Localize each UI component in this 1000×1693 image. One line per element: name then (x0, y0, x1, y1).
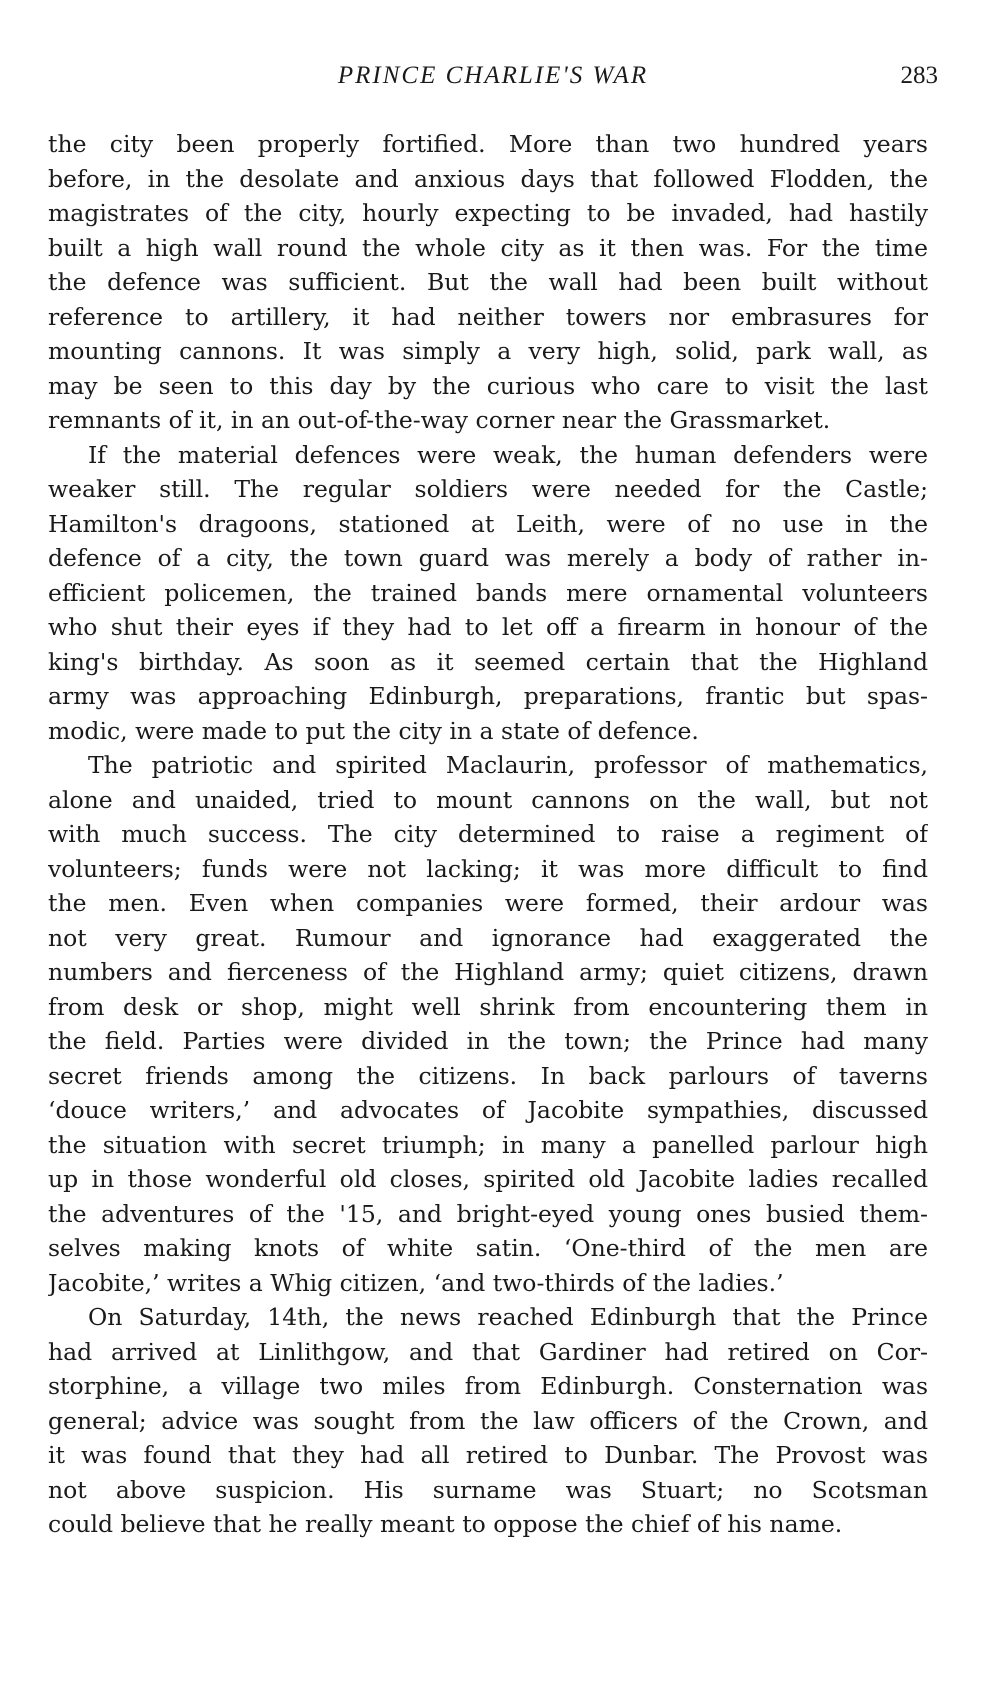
page-number: 283 (900, 62, 938, 89)
text-line: the men. Even when companies were formed, their ardour was (48, 889, 928, 917)
text-line: with much success. The city determined to raise a regiment of (48, 820, 928, 848)
text-line: defence of a city, the town guard was merely a body of rather in- (48, 544, 928, 572)
text-line: general; advice was sought from the law officers of the Crown, and (48, 1406, 928, 1435)
text-line: who shut their eyes if they had to let off a firearm in honour of the (48, 613, 928, 641)
text-line: remnants of it, in an out-of-the-way corner near the Grassmarket. (48, 406, 831, 434)
text-line: army was approaching Edinburgh, preparations, frantic but spas- (48, 682, 928, 710)
running-title: PRINCE CHARLIE'S WAR (337, 62, 649, 89)
text-line: from desk or shop, might well shrink from encountering them in (48, 992, 928, 1021)
text-line: efficient policemen, the trained bands mere ornamental volunteers (48, 578, 928, 607)
text-line: numbers and fierceness of the Highland army; quiet citizens, drawn (48, 958, 928, 986)
text-line: it was found that they had all retired to Dunbar. The Provost was (48, 1441, 928, 1469)
text-line: modic, were made to put the city in a state of defence. (48, 716, 699, 745)
text-line: not above suspicion. His surname was Stuart; no Scotsman (48, 1475, 928, 1504)
text-line: may be seen to this day by the curious who care to visit the last (48, 371, 928, 400)
text-line: not very great. Rumour and ignorance had exaggerated the (48, 923, 928, 952)
text-line: the city been properly fortified. More than two hundred years (48, 130, 928, 158)
text-line: weaker still. The regular soldiers were needed for the Castle; (48, 475, 928, 503)
text-line: had arrived at Linlithgow, and that Gardiner had retired on Cor- (48, 1337, 928, 1366)
text-line: the situation with secret triumph; in many a panelled parlour high (48, 1130, 928, 1159)
text-line: ‘douce writers,’ and advocates of Jacobite sympathies, discussed (48, 1096, 928, 1124)
page-header (48, 62, 938, 96)
paragraph-start-line: If the material defences were weak, the human defenders were (88, 440, 928, 469)
text-line: Hamilton's dragoons, stationed at Leith, were of no use in the (48, 509, 928, 538)
text-line: magistrates of the city, hourly expecting to be invaded, had hastily (48, 199, 928, 227)
text-line: mounting cannons. It was simply a very high, solid, park wall, as (48, 337, 928, 365)
text-line: built a high wall round the whole city as it then was. For the time (48, 233, 928, 262)
text-line: storphine, a village two miles from Edinburgh. Consternation was (48, 1372, 928, 1400)
text-line: the adventures of the '15, and bright-eyed young ones busied them- (48, 1199, 928, 1228)
paragraph-start-line: On Saturday, 14th, the news reached Edinburgh that the Prince (88, 1303, 928, 1331)
text-line: before, in the desolate and anxious days that followed Flodden, the (48, 164, 928, 193)
text-line: the field. Parties were divided in the town; the Prince had many (48, 1027, 928, 1055)
text-line: secret friends among the citizens. In back parlours of taverns (48, 1061, 928, 1090)
text-line: could believe that he really meant to oppose the chief of his name. (48, 1510, 843, 1538)
text-line: volunteers; funds were not lacking; it was more difficult to find (48, 854, 928, 883)
text-line: alone and unaided, tried to mount cannons on the wall, but not (48, 785, 928, 814)
text-line: selves making knots of white satin. ‘One-third of the men are (48, 1234, 928, 1262)
text-line: up in those wonderful old closes, spirited old Jacobite ladies recalled (48, 1165, 928, 1193)
text-line: the defence was sufficient. But the wall had been built without (48, 268, 928, 296)
text-line: king's birthday. As soon as it seemed certain that the Highland (48, 647, 928, 676)
body-text (48, 127, 928, 1542)
text-line: Jacobite,’ writes a Whig citizen, ‘and two-thirds of the ladies.’ (48, 1268, 784, 1297)
text-line: reference to artillery, it had neither towers nor embrasures for (48, 302, 928, 331)
paragraph-start-line: The patriotic and spirited Maclaurin, professor of mathematics, (88, 751, 928, 779)
